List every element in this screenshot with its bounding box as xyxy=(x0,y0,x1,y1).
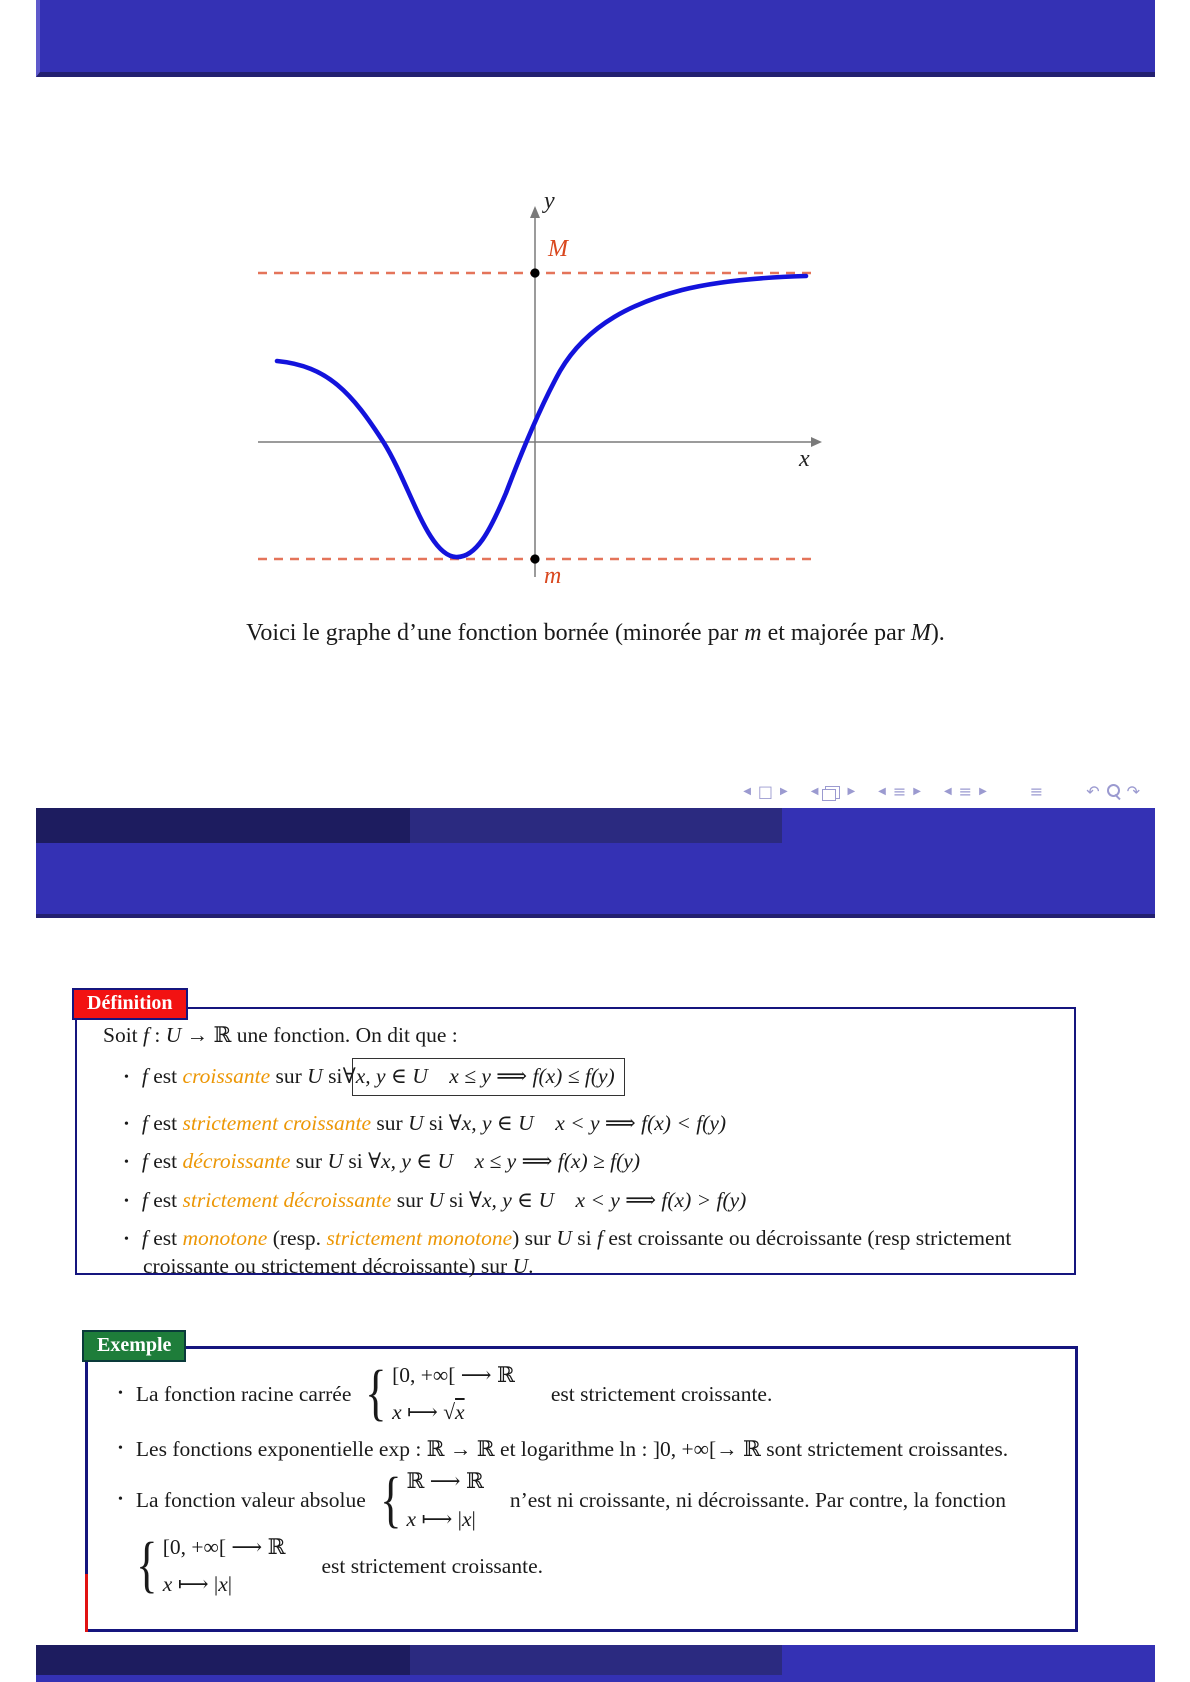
nav-next-subsection-icon[interactable]: ▶ xyxy=(913,786,921,797)
piecewise-domain xyxy=(392,1361,515,1389)
text-token: strictement monotone xyxy=(326,1225,513,1250)
y-axis-label: y xyxy=(544,188,555,214)
frame-title-bar-slide3 xyxy=(36,1675,1155,1682)
piecewise-function xyxy=(376,1467,484,1533)
text-token: ). xyxy=(930,620,945,646)
piecewise-function xyxy=(361,1361,514,1427)
text-token: f xyxy=(143,1023,150,1047)
headline-bar-slide2 xyxy=(36,808,1155,843)
text-token: x xyxy=(162,1572,173,1597)
headline-subsection-segment xyxy=(410,808,782,843)
example-item-exp-log xyxy=(112,1435,1065,1463)
text-token: ⟼ | xyxy=(172,1572,219,1597)
text-token: est xyxy=(147,1110,183,1135)
nav-frame-icon[interactable]: □ xyxy=(757,782,774,801)
text-token: ∀x, y ∈ U x < y ⟹ f(x) > f(y) xyxy=(468,1187,747,1212)
text-token: f xyxy=(141,1149,148,1174)
headline-section-segment xyxy=(36,808,410,843)
headline-bar-slide3 xyxy=(36,1645,1155,1675)
nav-prev-subsection-icon[interactable]: ◀ xyxy=(878,786,886,797)
text-token: ∀x, y ∈ U x ≤ y ⟹ f(x) ≤ f(y) xyxy=(352,1058,625,1095)
example-tail: n’est ni croissante, ni décroissante. Par contre, la fonction xyxy=(509,1487,1006,1512)
text-token: sur xyxy=(391,1187,429,1212)
nav-section-icon[interactable]: ≡ xyxy=(958,782,973,801)
text-token: et majorée par xyxy=(761,620,911,646)
frame-title-bar-slide1 xyxy=(36,0,1155,77)
example-item-valeur-absolue xyxy=(112,1467,1065,1533)
example-tail: est strictement croissante. xyxy=(321,1553,543,1578)
figure-caption xyxy=(36,620,1155,647)
beamer-navigation-bar xyxy=(36,780,1140,804)
headline-section-segment xyxy=(36,1645,410,1675)
x-axis-label: x xyxy=(799,446,810,472)
text-token: si xyxy=(443,1187,469,1212)
nav-next-frame-icon[interactable]: ▶ xyxy=(847,786,856,797)
text-token: . xyxy=(528,1254,534,1279)
text-token: ∀x, y ∈ U x ≤ y ⟹ f(x) ≥ f(y) xyxy=(368,1149,641,1174)
nav-subsection-icon[interactable]: ≡ xyxy=(892,782,907,801)
example-tail: est strictement croissante. xyxy=(550,1381,773,1406)
text-token: : xyxy=(149,1023,166,1047)
nav-frames-overview-icon[interactable] xyxy=(825,786,840,799)
example-lead: • La fonction racine carrée xyxy=(135,1381,352,1406)
headline-subsection-segment xyxy=(410,1645,782,1675)
red-border-segment xyxy=(85,1574,88,1632)
text-token: ) sur xyxy=(512,1225,557,1250)
text-token: x xyxy=(406,1506,417,1531)
text-token: ⟼ √ xyxy=(401,1400,456,1425)
text-token: décroissante xyxy=(182,1149,291,1174)
piecewise-rows xyxy=(392,1361,515,1427)
nav-back-icon[interactable]: ↶ xyxy=(1086,782,1100,801)
lower-bound-point xyxy=(530,554,539,563)
text-token: ℝ ⟶ ℝ xyxy=(406,1469,484,1494)
text-token: si xyxy=(423,1110,449,1135)
headline-right-segment xyxy=(782,1645,1155,1675)
example-item-continuation xyxy=(132,1533,1065,1599)
example-item-racine-carree xyxy=(112,1361,1065,1427)
brace-glyph: { xyxy=(136,1531,158,1600)
text-token: f xyxy=(141,1064,148,1089)
text-token: Voici le graphe d’une fonction bornée (minorée par xyxy=(246,620,745,646)
text-token: monotone xyxy=(182,1225,268,1250)
text-token: U xyxy=(556,1225,572,1250)
bounded-function-figure xyxy=(250,185,830,595)
brace-glyph: { xyxy=(365,1359,387,1428)
text-token: est xyxy=(147,1064,183,1089)
nav-prev-slide-icon[interactable]: ◀ xyxy=(743,786,751,797)
definition-bullet-strictement-croissante xyxy=(103,1109,1060,1137)
text-token: sur xyxy=(270,1064,308,1089)
text-token: Soit xyxy=(103,1023,144,1047)
piecewise-rows xyxy=(407,1467,484,1533)
x-axis-arrow xyxy=(811,437,822,447)
text-token: m xyxy=(744,620,762,646)
text-token: x xyxy=(461,1506,472,1531)
text-token: | xyxy=(471,1506,476,1531)
text-token: [0, +∞[ ⟶ ℝ xyxy=(392,1363,515,1387)
text-token: f xyxy=(141,1225,148,1250)
example-lead: • La fonction valeur absolue xyxy=(135,1487,366,1512)
text-token: f xyxy=(596,1225,603,1250)
text-token: est xyxy=(147,1225,183,1250)
definition-bullet-monotone xyxy=(103,1224,1060,1281)
text-token: U xyxy=(428,1187,444,1212)
text-token: si xyxy=(342,1149,369,1174)
upper-bound-point xyxy=(530,268,539,277)
graph-canvas xyxy=(250,185,830,595)
text-token: strictement croissante xyxy=(182,1110,372,1135)
piecewise-mapping xyxy=(392,1398,515,1426)
frame-title-bar-slide2 xyxy=(36,843,1155,918)
text-token: (resp. xyxy=(267,1225,327,1250)
nav-next-slide-icon[interactable]: ▶ xyxy=(780,786,788,797)
nav-next-section-icon[interactable]: ▶ xyxy=(979,786,987,797)
text-token: U xyxy=(165,1023,182,1047)
example-text: • Les fonctions exponentielle exp : ℝ → ℝ et logarithme ln : ]0, +∞[→ ℝ sont strictement croissantes. xyxy=(135,1436,1009,1461)
definition-bullet-croissante xyxy=(103,1058,1060,1095)
piecewise-mapping xyxy=(163,1570,286,1598)
text-token: si xyxy=(571,1225,597,1250)
upper-bound-label: M xyxy=(548,236,568,262)
definition-bullet-strictement-decroissante xyxy=(103,1186,1060,1214)
text-token: f xyxy=(141,1110,148,1135)
text-token: est xyxy=(147,1187,183,1212)
text-token: → ℝ une fonction. On dit que : xyxy=(181,1023,458,1047)
text-token: croissante xyxy=(182,1064,271,1089)
text-token: ⟼ | xyxy=(416,1506,462,1531)
definition-bullet-decroissante xyxy=(103,1147,1060,1175)
text-token: si xyxy=(322,1064,348,1089)
text-token: est xyxy=(147,1149,183,1174)
text-token: est croissante ou décroissante (resp strictement croissante ou strictement décroissante) sur xyxy=(143,1225,1012,1279)
text-token: x xyxy=(392,1400,402,1425)
nav-appendix-icon[interactable]: ≡ xyxy=(1029,782,1044,801)
definition-tab: Définition xyxy=(72,988,188,1020)
y-axis-arrow xyxy=(530,206,540,218)
text-token: x xyxy=(455,1400,465,1425)
text-token: x xyxy=(218,1572,228,1597)
text-token: U xyxy=(512,1254,529,1279)
piecewise-rows xyxy=(163,1533,286,1599)
lower-bound-label: m xyxy=(544,563,562,589)
nav-forward-icon[interactable]: ↷ xyxy=(1126,782,1140,801)
piecewise-domain xyxy=(163,1533,286,1561)
piecewise-mapping xyxy=(407,1505,484,1533)
nav-prev-frame-icon[interactable]: ◀ xyxy=(810,786,819,797)
text-token: [0, +∞[ ⟶ ℝ xyxy=(162,1534,286,1559)
headline-right-segment xyxy=(782,808,1155,843)
text-token: U xyxy=(408,1110,424,1135)
definition-intro xyxy=(103,1021,1060,1049)
example-tab: Exemple xyxy=(82,1330,186,1362)
text-token: M xyxy=(910,620,931,646)
piecewise-domain xyxy=(407,1467,484,1495)
text-token: sur xyxy=(290,1149,328,1174)
text-token: strictement décroissante xyxy=(182,1187,392,1212)
text-token: U xyxy=(307,1064,323,1089)
definition-box xyxy=(75,1007,1076,1279)
nav-search-icon[interactable] xyxy=(1107,784,1120,797)
piecewise-function xyxy=(132,1533,285,1599)
text-token: sur xyxy=(371,1110,409,1135)
example-box xyxy=(85,1346,1078,1632)
text-token: | xyxy=(227,1572,233,1597)
nav-prev-section-icon[interactable]: ◀ xyxy=(943,786,952,797)
text-token: f xyxy=(141,1187,148,1212)
text-token: U xyxy=(327,1149,343,1174)
text-token: ∀x, y ∈ U x < y ⟹ f(x) < f(y) xyxy=(448,1110,727,1135)
brace-glyph: { xyxy=(379,1465,402,1534)
function-curve xyxy=(277,276,806,557)
